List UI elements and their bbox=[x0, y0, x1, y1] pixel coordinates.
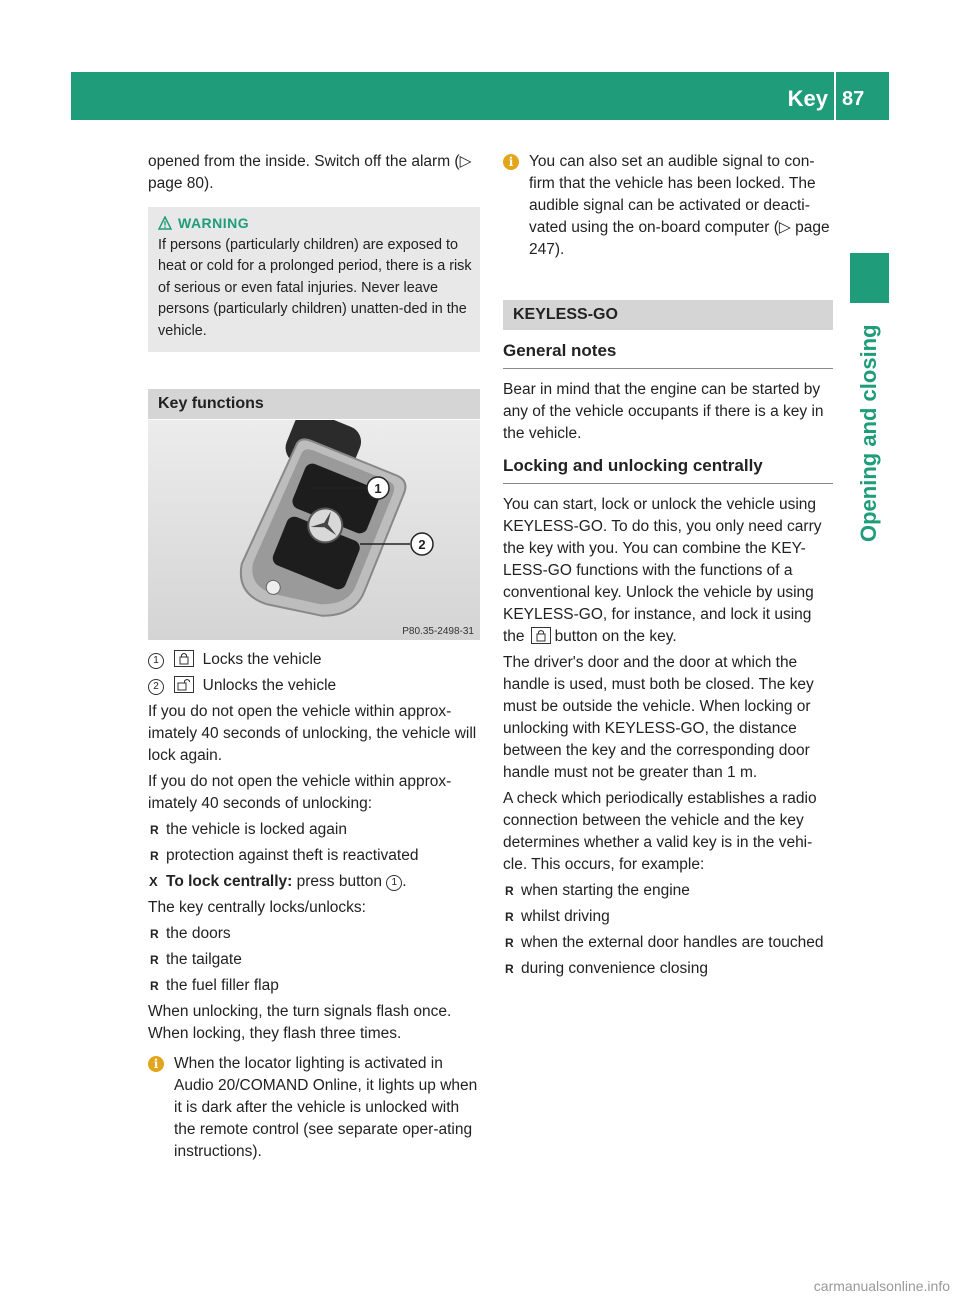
legend-item: 1 Locks the vehicle bbox=[148, 649, 480, 671]
list-item: R the tailgate bbox=[148, 949, 480, 971]
watermark: carmanualsonline.info bbox=[813, 1278, 950, 1294]
list-item: R protection against theft is reactivated bbox=[148, 845, 480, 867]
section-key-functions: Key functions bbox=[148, 389, 480, 419]
side-tab bbox=[850, 253, 889, 303]
list-item: R the vehicle is locked again bbox=[148, 819, 480, 841]
side-section-label: Opening and closing bbox=[856, 324, 881, 542]
header-bar bbox=[71, 72, 889, 120]
warning-box bbox=[148, 207, 480, 352]
list-item: R when the external door handles are touched bbox=[503, 932, 833, 954]
legend-item: 2 Unlocks the vehicle bbox=[148, 675, 480, 697]
paragraph: A check which periodically establishes a radio connection between the vehicle and the key determines whether a valid key is in the vehi-cle. This occurs, for example: bbox=[503, 790, 817, 873]
warning-text: If persons (particularly children) are exposed to heat or cold for a prolonged period, there is a risk of serious or even fatal injuries. Never leave persons (particularly children) unatten-ded in the vehicle. bbox=[158, 236, 472, 339]
paragraph: If you do not open the vehicle within approx-imately 40 seconds of unlocking: bbox=[148, 773, 452, 812]
warning-triangle-icon bbox=[158, 216, 172, 230]
left-column bbox=[148, 151, 480, 419]
paragraph: The key centrally locks/unlocks: bbox=[148, 899, 366, 916]
left-column-lower bbox=[148, 649, 480, 1163]
paragraph: Bear in mind that the engine can be started by any of the vehicle occupants if there is a key in the vehicle. bbox=[503, 381, 824, 442]
instruction-step: X To lock centrally: press button 1 . bbox=[148, 871, 480, 893]
paragraph: If you do not open the vehicle within approx-imately 40 seconds of unlocking, the vehicle will lock again. bbox=[148, 703, 477, 764]
subheading: General notes bbox=[503, 340, 833, 369]
photo-code: P80.35-2498-31 bbox=[402, 626, 474, 637]
list-item: R when starting the engine bbox=[503, 880, 833, 902]
paragraph: The driver's door and the door at which the handle is used, must both be closed. The key must be outside the vehicle. When locking or unlocking with KEYLESS-GO, the distance between the key and the corresponding door handle must not be greater than 1 m. bbox=[503, 654, 814, 781]
callout-1: 1 bbox=[374, 481, 382, 496]
info-note: i You can also set an audible signal to con-firm that the vehicle has been locked. The audible signal can be activated or deacti-vated using the on-board computer (▷ page 247). bbox=[503, 151, 833, 261]
list-item: R the doors bbox=[148, 923, 480, 945]
paragraph: You can start, lock or unlock the vehicle using KEYLESS-GO. To do this, you only need carry the key with you. You can combine the KEY-LESS-GO functions with the functions of a conventional key. Unlock the vehicle by using KEYLESS-GO, for instance, and lock it using the button on the key. bbox=[503, 496, 822, 645]
info-note: i When the locator lighting is activated in Audio 20/COMAND Online, it lights up when it is dark after the vehicle is unlocked with the remote control (see separate oper-ating instructions). bbox=[148, 1053, 480, 1163]
unlock-icon bbox=[174, 676, 194, 693]
intro-text: opened from the inside. Switch off the alarm (▷ page 80). bbox=[148, 153, 472, 192]
info-icon: i bbox=[503, 154, 519, 170]
warning-heading: WARNING bbox=[158, 213, 472, 235]
chapter-title: Key bbox=[787, 86, 828, 111]
list-item: R whilst driving bbox=[503, 906, 833, 928]
header-divider bbox=[834, 72, 836, 120]
paragraph: When unlocking, the turn signals flash once. When locking, they flash three times. bbox=[148, 1003, 452, 1042]
callout-2: 2 bbox=[418, 537, 426, 552]
right-column bbox=[503, 151, 833, 984]
info-icon: i bbox=[148, 1056, 164, 1072]
remote-key-illustration bbox=[148, 420, 480, 640]
section-keyless-go: KEYLESS-GO bbox=[503, 300, 833, 330]
list-item: R during convenience closing bbox=[503, 958, 833, 980]
lock-icon bbox=[531, 627, 551, 644]
lock-icon bbox=[174, 650, 194, 667]
page-number: 87 bbox=[842, 88, 865, 110]
list-item: R the fuel filler flap bbox=[148, 975, 480, 997]
subheading: Locking and unlocking centrally bbox=[503, 455, 833, 484]
key-photo bbox=[148, 420, 480, 640]
